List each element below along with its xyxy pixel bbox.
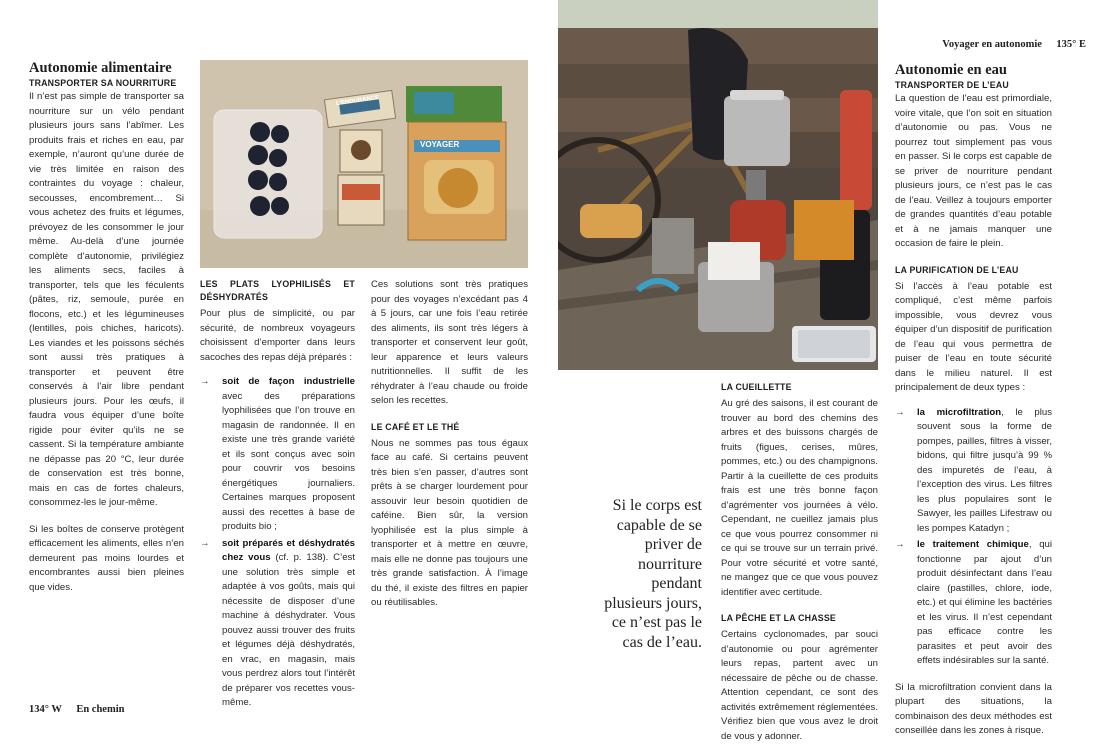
page-number-left: 134° W [29,704,62,715]
section-title-water: Autonomie en eau [895,62,1007,78]
paragraph: Nous ne sommes pas tous égaux face au café. Si certains peuvent très bien s’en passer, d’autres sont prêts à se charger lourdement pour assouvir leur besoin quotidien de caféine. Bien sûr, la version lyophilisée est la plus simple à transporter et à mettre en œuvre, mais elle ne donne pas toujours une très grande satisfaction. À l’image du thé, il existe des filtres en papier ou réutilisables. [371,437,528,608]
arrow-icon: → [200,537,210,549]
running-head-left: En chemin [76,704,125,715]
pull-quote: Si le corps est capable de se priver de nourriture pendant plusieurs jours, ce n’est pas le cas de l’eau. [604,497,702,651]
list-item-bold: soit de façon industrielle [222,376,355,387]
photo-camp-stove [558,0,878,370]
heading-fishing-hunting: LA PÊCHE ET LA CHASSE [721,613,836,623]
left-column [29,60,184,605]
list-item [200,537,355,711]
paragraph: Pour plus de simplicité, ou par sécurité, de nombreux voyageurs choisissent d’emporter dans leurs sacoches des repas déjà préparés : [200,308,355,363]
list-item-text: , le plus souvent sous la forme de pompes, pailles, filtres à visser, bidons, qui filtre jusqu’à 99 % des impuretés de l’eau, à l’exception des virus. Les filtres les plus populaires sont le Sawyer, les pailles Lifestraw ou les pompes Katadyn ; [917,406,1052,534]
heading-foraging: LA CUEILLETTE [721,382,792,392]
stove-photo-art [558,0,878,370]
purification-list [895,406,1052,669]
paragraph: La question de l’eau est primordiale, voire vitale, que l’on soit en situation d’autonomie ou pas. Vous ne pourrez tout simplement pas vous en passer. Si le corps est capable de se priver de nourriture pendant plusieurs jours, ce n’est pas le cas de l’eau. Veillez à toujours emporter de grandes quantités d’eau potable et à ne jamais manquer une occasion de faire le plein. [895,93,1052,249]
pack-label-voyager: VOYAGER [420,140,460,149]
list-item-bold: la microfiltration [917,406,1002,418]
heading-freeze-dried: LES PLATS LYOPHILISÉS ET DÉSHYDRATÉS [200,279,355,302]
arrow-icon: → [200,376,210,387]
right-column [895,62,1052,749]
pack-label-bar: L’ENDURANCE [335,95,380,107]
paragraph: Au gré des saisons, il est courant de trouver au bord des chemins des arbres et des buissons chargés de fruits (figues, cerises, mûres, pommes, etc.) ou des champignons. Partir à la cueillette de ces produits frais est une très bonne façon d’agrémenter vos journées à vélo. Cependant, ne cueillez jamais plus ce que vous pourrez consommer ni ce qui se trouve sur un terrain privé. Pour votre sécurité et votre santé, ne mangez que ce que vous pouvez identifier avec certitude. [721,398,878,598]
list-item-bold: le traitement chimique [917,539,1029,550]
subtitle-carry-water: TRANSPORTER DE L’EAU [895,80,1009,90]
third-column [371,278,528,621]
paragraph: Certains cyclonomades, par souci d’autonomie ou pour agrémenter leurs repas, partent avec un nécessaire de pêche ou de chasse. Attention cependant, ce sont des activités extrêmement réglementées. Vérifiez bien que vous avez le droit de vous y adonner. [721,629,878,742]
list-item-text: (cf. p. 138). C’est une solution très simple et adaptée à vos goûts, mais qui nécessite de disposer d’une machine à déshydrater. Vous pouvez aussi trouver des fruits et légumes déjà déshydratés, en vrac, en magasin, mais vous perdrez alors tout l’intérêt de préparer vos recettes vous-même. [222,552,356,708]
paragraph: Ces solutions sont très pratiques pour des voyages n’excédant pas 4 à 5 jours, car une fois l’eau retirée des aliments, ils sont très légers à transporter et conservent leur goût, leur apparence et leurs valeurs nutritionnelles. Il suffit de les réhydrater à l’eau chaude ou froide selon les recettes. [371,279,528,406]
section-title-food: Autonomie alimentaire [29,60,172,76]
arrow-icon: → [895,539,905,550]
list-item [895,406,1052,537]
food-photo-art [200,60,528,268]
footer-left [29,699,124,717]
photo-food-packs [200,60,528,268]
list-item-bold: soit préparés et déshydratés chez vous [222,537,355,563]
list-item [895,538,1052,669]
list-item [200,375,355,535]
heading-coffee-tea: LE CAFÉ ET LE THÉ [371,421,460,432]
meal-options-list [200,375,355,711]
fourth-column [721,381,878,754]
running-head-right: Voyager en autonomie [942,39,1042,50]
paragraph: Si l’accès à l’eau potable est compliqué, c’est même parfois impossible, vous devrez vous équiper d’un dispositif de purification de l’eau qui vous permettra de puiser de l’eau en toute sécurité dans le milieu naturel. Il est principalement de deux types : [895,280,1052,393]
subtitle-carry-food: TRANSPORTER SA NOURRITURE [29,78,177,88]
middle-column [200,278,355,717]
header-right [910,34,1086,52]
arrow-icon: → [895,406,905,418]
paragraph: Si les boîtes de conserve protègent efficacement les aliments, elles n’en demeurent pas moins lourdes et encombrantes aussi bien pleines que vides. [29,523,184,593]
heading-purification: LA PURIFICATION DE L’EAU [895,264,1019,275]
paragraph: Il n’est pas simple de transporter sa nourriture sur un vélo pendant plusieurs jours sans l’abîmer. Les produits frais et riches en eau, par exemple, n’auront qu’une durée de vie très limitée en raison des contraintes du voyage : chaleur, secousses, encombrement… Si vous achetez des fruits et légumes, prévoyez de les consommer le jour même. Au-delà d’une journée complète d’autonomie, privilégiez les aliments secs, faciles à transporter, tels que les féculents (pâtes, riz, semoule, purée en flocons, etc.) et les légumineuses (lentilles, pois chiches, haricots). Les viandes et les poissons séchés sont aussi très pratiques à transporter et peuvent être conservés à l’air libre pendant plusieurs jours. Pour les œufs, il faudra vous équiper d’une boîte rigide pour éviter qu’ils ne se cassent. Si la température ambiante ne dépasse pas 20 °C, leur durée de conservation est très bonne, mais en cas de fortes chaleurs, consommez-les le jour-même. [29,91,184,508]
paragraph: Si la microfiltration convient dans la plupart des situations, la combinaison des deux méthodes est conseillée dans les zones à risque. [895,681,1052,736]
list-item-text: , qui fonctionne par ajout d’un produit désinfectant dans l’eau claire (pastilles, chlore, iode, etc.) et qui élimine les bactéries et les virus. Il n’est cependant pas efficace contre les parasites et peut avoir des effets indésirables sur la santé. [917,539,1053,666]
list-item-text: avec des préparations lyophilisées que l’on trouve en magasin de randonnée. Il en existe une très grande variété et ils sont conçus avec soin pour couvrir vos besoins énergétiques journaliers. Certaines marques proposent aussi des recettes à base de produits bio ; [222,390,355,532]
page-number-right: 135° E [1056,39,1086,50]
